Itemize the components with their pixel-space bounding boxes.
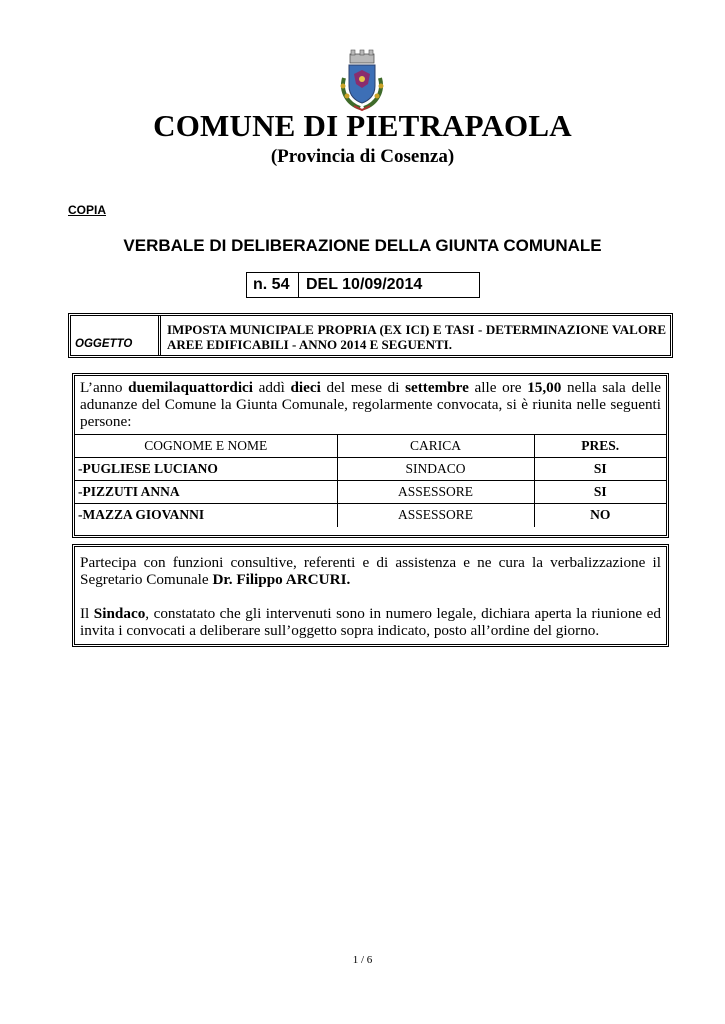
attendance-table: [75, 434, 666, 527]
column-header-present: PRES.: [534, 435, 666, 458]
column-header-role: CARICA: [337, 435, 534, 458]
intro-text: del mese di: [320, 379, 406, 396]
intro-text: addì: [253, 379, 291, 396]
document-heading: VERBALE DI DELIBERAZIONE DELLA GIUNTA COMUNALE: [123, 236, 602, 255]
column-header-name: COGNOME E NOME: [75, 435, 337, 458]
secretary-name: Dr. Filippo ARCURI.: [212, 571, 351, 588]
mayor-paragraph: [80, 605, 661, 639]
secretary-paragraph: [80, 554, 661, 588]
session-intro: [75, 376, 666, 434]
member-present: SI: [534, 481, 666, 504]
deliberation-number-box: [246, 272, 480, 298]
session-day: dieci: [290, 379, 321, 396]
table-row: [75, 481, 666, 504]
member-name: -PIZZUTI ANNA: [75, 481, 337, 504]
mayor-role: Sindaco: [93, 605, 146, 622]
intro-text: nella sala delle adunanze del Comune la Giunta Comunale, regolarmente convocata, si è riunita nelle seguenti persone:: [80, 379, 661, 430]
subject-text: IMPOSTA MUNICIPALE PROPRIA (EX ICI) E TASI - DETERMINAZIONE VALORE AREE EDIFICABILI - ANNO 2014 E SEGUENTI.: [167, 322, 666, 352]
table-header-row: [75, 435, 666, 458]
session-year: duemilaquattordici: [128, 379, 254, 396]
intro-text: L’anno: [80, 379, 129, 396]
member-present: NO: [534, 504, 666, 527]
session-box: [72, 373, 669, 538]
mayor-text: , constatato che gli intervenuti sono in numero legale, dichiara aperta la riunione ed invita i convocati a deliberare sull’oggetto sopra indicato, posto all’ordine del giorno.: [80, 605, 661, 639]
member-role: ASSESSORE: [337, 504, 534, 527]
member-present: SI: [534, 458, 666, 481]
member-name: -MAZZA GIOVANNI: [75, 504, 337, 527]
table-row: [75, 504, 666, 527]
province-subtitle: (Provincia di Cosenza): [270, 146, 455, 167]
municipality-title: COMUNE DI PIETRAPAOLA: [153, 108, 572, 143]
secretary-text: Partecipa con funzioni consultive, referenti e di assistenza e ne cura la verbalizzazione il Segretario Comunale: [80, 554, 661, 588]
proceedings-box: [72, 544, 669, 647]
deliberation-number: n. 54: [247, 273, 299, 297]
session-hour: 15,00: [527, 379, 562, 396]
member-role: ASSESSORE: [337, 481, 534, 504]
copy-label: COPIA: [68, 203, 107, 217]
session-month: settembre: [405, 379, 469, 396]
page-number: 1 / 6: [352, 954, 373, 966]
deliberation-date: DEL 10/09/2014: [306, 276, 423, 293]
member-role: SINDACO: [337, 458, 534, 481]
intro-text: alle ore: [468, 379, 528, 396]
subject-box: [68, 313, 673, 358]
table-row: [75, 458, 666, 481]
coat-of-arms-icon: [330, 48, 394, 112]
subject-label: OGGETTO: [71, 316, 161, 355]
mayor-text: Il: [80, 605, 94, 622]
member-name: -PUGLIESE LUCIANO: [75, 458, 337, 481]
